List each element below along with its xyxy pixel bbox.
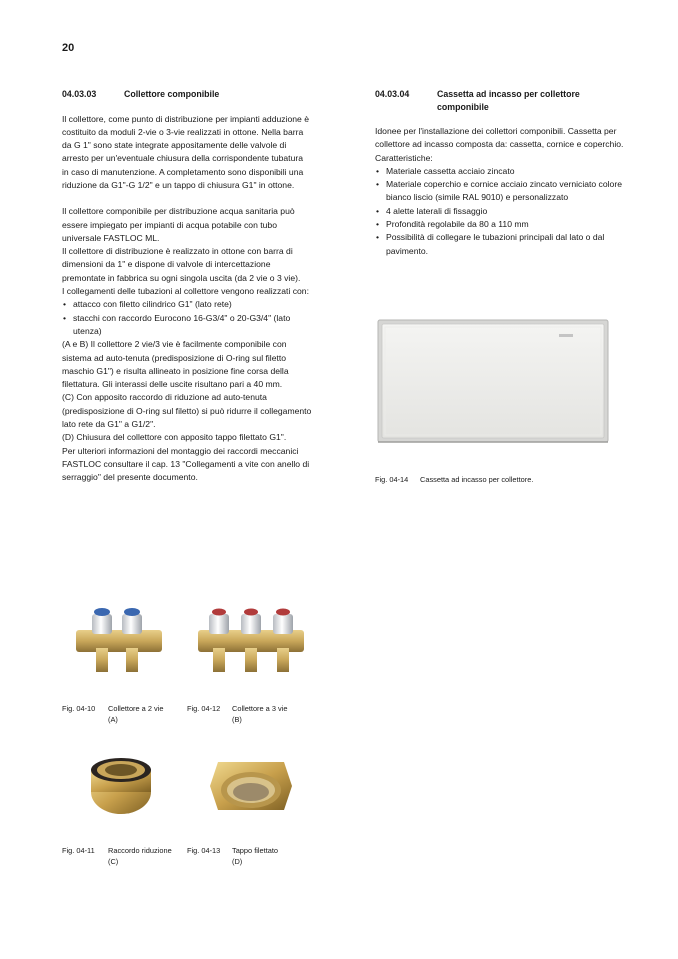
section-heading-cassetta bbox=[375, 88, 625, 113]
paragraph: (C) Con apposito raccordo di riduzione ad auto-tenuta (predisposizione di O-ring sul filetto) si può ridurre il collegamento lato rete da G1" a G1/2". bbox=[62, 392, 312, 430]
reducer-fitting-image bbox=[86, 752, 156, 818]
paragraph: Per ulteriori informazioni del montaggio dei raccordi meccanici FASTLOC consultare il cap. 13 "Collegamenti a vite con anello di serraggio" del presente documento. bbox=[62, 445, 310, 483]
manifold-2-way-image bbox=[74, 604, 164, 676]
figure-title: Collettore a 2 vie bbox=[108, 704, 164, 713]
figure-label: (A) bbox=[108, 714, 118, 724]
list-item: • Materiale cassetta acciaio zincato bbox=[375, 165, 625, 178]
figure-caption-04-14 bbox=[375, 475, 533, 486]
figure-title: Tappo filettato bbox=[232, 846, 279, 855]
paragraph: Idonee per l'installazione dei collettori componibili. Cassetta per collettore ad incasso composta da: cassetta, cornice e coperchio. bbox=[375, 126, 624, 150]
section-title: Cassetta ad incasso per collettore componibile bbox=[437, 89, 580, 112]
figure-caption-04-13 bbox=[187, 846, 278, 867]
figure-label: (B) bbox=[232, 714, 242, 724]
section-heading-collettore bbox=[62, 88, 312, 101]
section-title: Collettore componibile bbox=[124, 89, 220, 99]
list-item: • Possibilità di collegare le tubazioni principali dal lato o dal pavimento. bbox=[375, 231, 625, 258]
section-number: 04.03.04 bbox=[375, 89, 410, 99]
paragraph: Il collettore componibile per distribuzione acqua sanitaria può essere impiegato per impianti di acqua potabile con tubo universale FASTLOC ML. bbox=[62, 206, 295, 243]
list-item: • 4 alette laterali di fissaggio bbox=[375, 205, 625, 218]
figure-title: Collettore a 3 vie bbox=[232, 704, 288, 713]
figure-label: (D) bbox=[232, 856, 243, 866]
figure-number: Fig. 04-10 bbox=[62, 704, 96, 713]
right-column bbox=[375, 88, 625, 258]
features-label: Caratteristiche: bbox=[375, 152, 433, 163]
connections-list bbox=[62, 298, 312, 338]
threaded-cap-image bbox=[208, 752, 294, 818]
figure-caption-04-10 bbox=[62, 704, 163, 725]
paragraph: I collegamenti delle tubazioni al collettore vengono realizzati con: bbox=[62, 286, 309, 297]
figure-label: (C) bbox=[108, 856, 119, 866]
list-item: • attacco con filetto cilindrico G1" (lato rete) bbox=[62, 298, 312, 311]
section-number: 04.03.03 bbox=[62, 89, 97, 99]
page-number: 20 bbox=[62, 42, 75, 54]
figure-number: Fig. 04-12 bbox=[187, 704, 221, 713]
list-item: • Materiale coperchio e cornice acciaio zincato verniciato colore bianco liscio (simile RAL 9010) e personalizzato bbox=[375, 178, 625, 205]
cabinet-box-image bbox=[376, 318, 610, 446]
figure-number: Fig. 04-14 bbox=[375, 475, 409, 484]
figure-caption-04-11 bbox=[62, 846, 172, 867]
figure-number: Fig. 04-13 bbox=[187, 846, 221, 855]
figure-title: Cassetta ad incasso per collettore. bbox=[420, 475, 534, 484]
paragraph: (D) Chiusura del collettore con apposito tappo filettato G1". bbox=[62, 432, 287, 443]
features-list bbox=[375, 165, 625, 258]
list-item: • stacchi con raccordo Eurocono 16-G3/4" o 20-G3/4" (lato utenza) bbox=[62, 312, 312, 339]
left-column bbox=[62, 88, 312, 485]
paragraph: Il collettore di distribuzione è realizzato in ottone con barra di dimensioni da 1" e dispone di valvole di intercettazione premontate in fabbrica su ogni singola uscita (da 2 vie o 3 vie). bbox=[62, 246, 301, 283]
manifold-3-way-image bbox=[196, 604, 306, 676]
figure-caption-04-12 bbox=[187, 704, 287, 725]
figure-title: Raccordo riduzione bbox=[108, 846, 172, 855]
list-item: • Profondità regolabile da 80 a 110 mm bbox=[375, 218, 625, 231]
figure-number: Fig. 04-11 bbox=[62, 846, 95, 855]
paragraph: Il collettore, come punto di distribuzione per impianti adduzione è costituito da moduli 2-vie o 3-vie realizzati in ottone. Nella barra da G 1" sono state integrate appositamente delle valvole di arresto per un'eventuale chiusura della corrispondente tubatura in caso di manutenzione. A completamento sono disponibili una riduzione da G1"-G 1/2" e un tappo di chiusura G1" in ottone. bbox=[62, 113, 309, 190]
paragraph: (A e B) Il collettore 2 vie/3 vie è facilmente componibile con sistema ad auto-tenuta (predisposizione di O-ring sul filetto maschio G1") e risulta allineato in posizione fine corsa della filettatura. Gli interassi delle uscite risultano pari a 40 mm. bbox=[62, 339, 289, 390]
